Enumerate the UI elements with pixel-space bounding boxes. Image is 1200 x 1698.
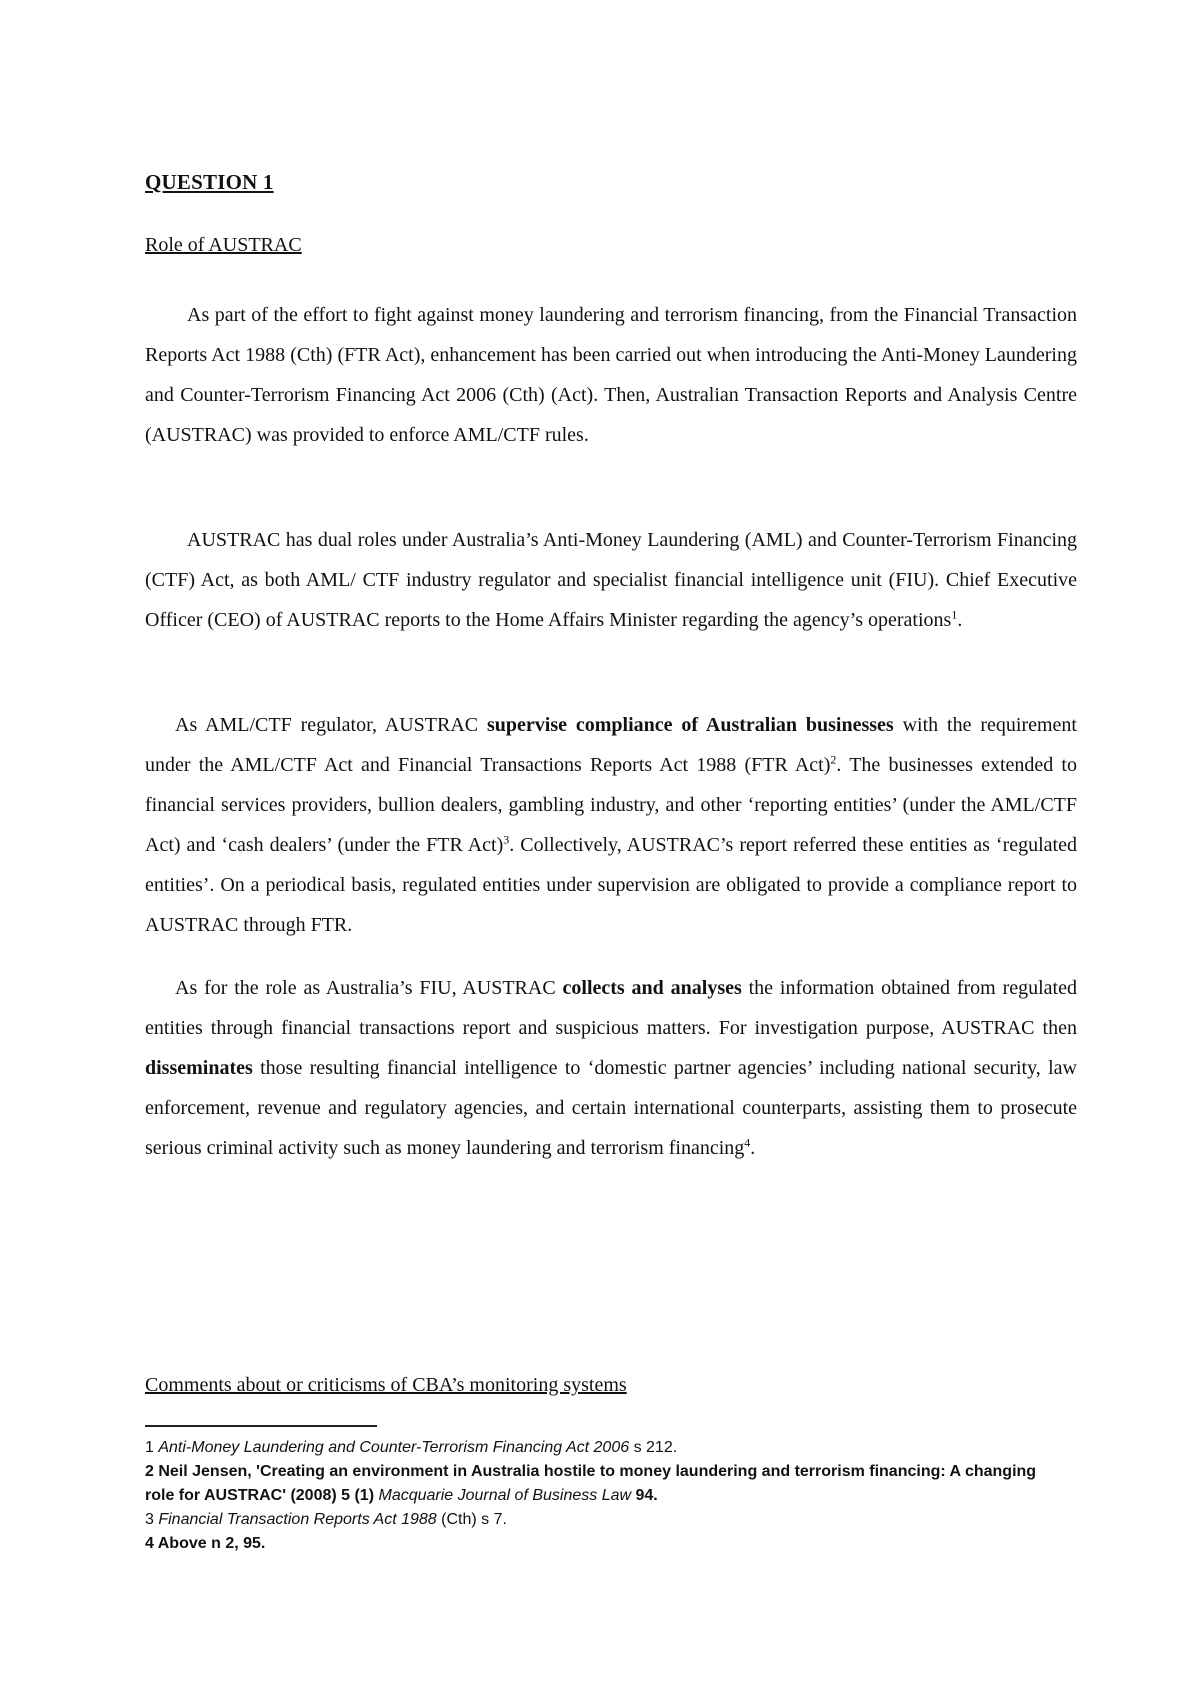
- paragraph-3-part-d: . Collectively, AUSTRAC’s report referred these entities as ‘regulated entities’. On a periodical basis, regulated entities under supervision are obligated to provide a compliance report to AUSTRAC through FTR.: [145, 834, 1077, 936]
- paragraph-3-part-a: As AML/CTF regulator, AUSTRAC: [175, 714, 487, 736]
- section-heading-comments: Comments about or criticisms of CBA’s monitoring systems: [145, 1374, 627, 1396]
- footnote-1: [145, 1436, 1065, 1460]
- paragraph-4-bold-2: disseminates: [145, 1057, 253, 1079]
- footnote-separator: [145, 1425, 377, 1427]
- question-heading: QUESTION 1: [145, 170, 274, 194]
- footnote-ref-2[interactable]: 2: [830, 752, 837, 767]
- paragraph-4-part-c: those resulting financial intelligence to ‘domestic partner agencies’ including national security, law enforcement, revenue and regulatory agencies, and certain international counterparts, assisting them to prosecute serious criminal activity such as money laundering and terrorism financing: [145, 1057, 1077, 1159]
- footnote-1-number: 1: [145, 1439, 159, 1456]
- paragraph-3-part-b: with the requirement under the AML/CTF Act and Financial Transactions Reports Act 1988 (FTR Act): [145, 714, 1077, 776]
- footnote-ref-4[interactable]: 4: [744, 1135, 751, 1150]
- paragraph-4-end: .: [750, 1137, 756, 1159]
- section-heading-role-of-austrac: Role of AUSTRAC: [145, 234, 302, 256]
- footnote-2-journal: Macquarie Journal of Business Law: [378, 1487, 632, 1504]
- paragraph-2-end: .: [957, 609, 963, 631]
- paragraph-1: As part of the effort to fight against money laundering and terrorism financing, from the Financial Transaction Reports Act 1988 (Cth) (FTR Act), enhancement has been carried out when introducing the Anti-Money Laundering and Counter-Terrorism Financing Act 2006 (Cth) (Act). Then, Australian Transaction Reports and Analysis Centre (AUSTRAC) was provided to enforce AML/CTF rules.: [145, 304, 1077, 446]
- footnote-3: [145, 1508, 1065, 1532]
- footnote-2-text: 2 Neil Jensen, 'Creating an environment in Australia hostile to money laundering and terrorism financing: A changing role for AUSTRAC' (2008) 5 (1): [145, 1463, 1037, 1504]
- paragraph-3-bold: supervise compliance of Australian businesses: [487, 714, 894, 736]
- footnote-4: 4 Above n 2, 95.: [145, 1535, 266, 1552]
- footnote-1-title: Anti-Money Laundering and Counter-Terrorism Financing Act 2006: [158, 1439, 630, 1456]
- footnote-3-title: Financial Transaction Reports Act 1988: [158, 1511, 437, 1528]
- footnote-3-number: 3: [145, 1511, 159, 1528]
- footnote-ref-1[interactable]: 1: [951, 607, 958, 622]
- paragraph-3-part-c: . The businesses extended to financial services providers, bullion dealers, gambling industry, and other ‘reporting entities’ (under the AML/CTF Act) and ‘cash dealers’ (under the FTR Act): [145, 754, 1077, 856]
- footnote-2: [145, 1460, 1065, 1508]
- paragraph-4-part-a: As for the role as Australia’s FIU, AUSTRAC: [175, 977, 563, 999]
- footnote-1-rest: s 212.: [629, 1439, 678, 1456]
- footnotes: [145, 1436, 1065, 1556]
- paragraph-3: [145, 705, 1077, 945]
- footnote-3-rest: (Cth) s 7.: [436, 1511, 507, 1528]
- paragraph-4-part-b: the information obtained from regulated entities through financial transactions report and suspicious matters. For investigation purpose, AUSTRAC then: [145, 977, 1077, 1039]
- paragraph-4: [145, 968, 1077, 1168]
- footnote-ref-3[interactable]: 3: [503, 832, 510, 847]
- paragraph-4-bold-1: collects and analyses: [562, 977, 742, 999]
- footnote-2-rest: 94.: [631, 1487, 658, 1504]
- paragraph-2: [145, 520, 1077, 640]
- paragraph-2-text: AUSTRAC has dual roles under Australia’s Anti-Money Laundering (AML) and Counter-Terrorism Financing (CTF) Act, as both AML/ CTF industry regulator and specialist financial intelligence unit (FIU). Chief Executive Officer (CEO) of AUSTRAC reports to the Home Affairs Minister regarding the agency’s operations: [145, 529, 1077, 631]
